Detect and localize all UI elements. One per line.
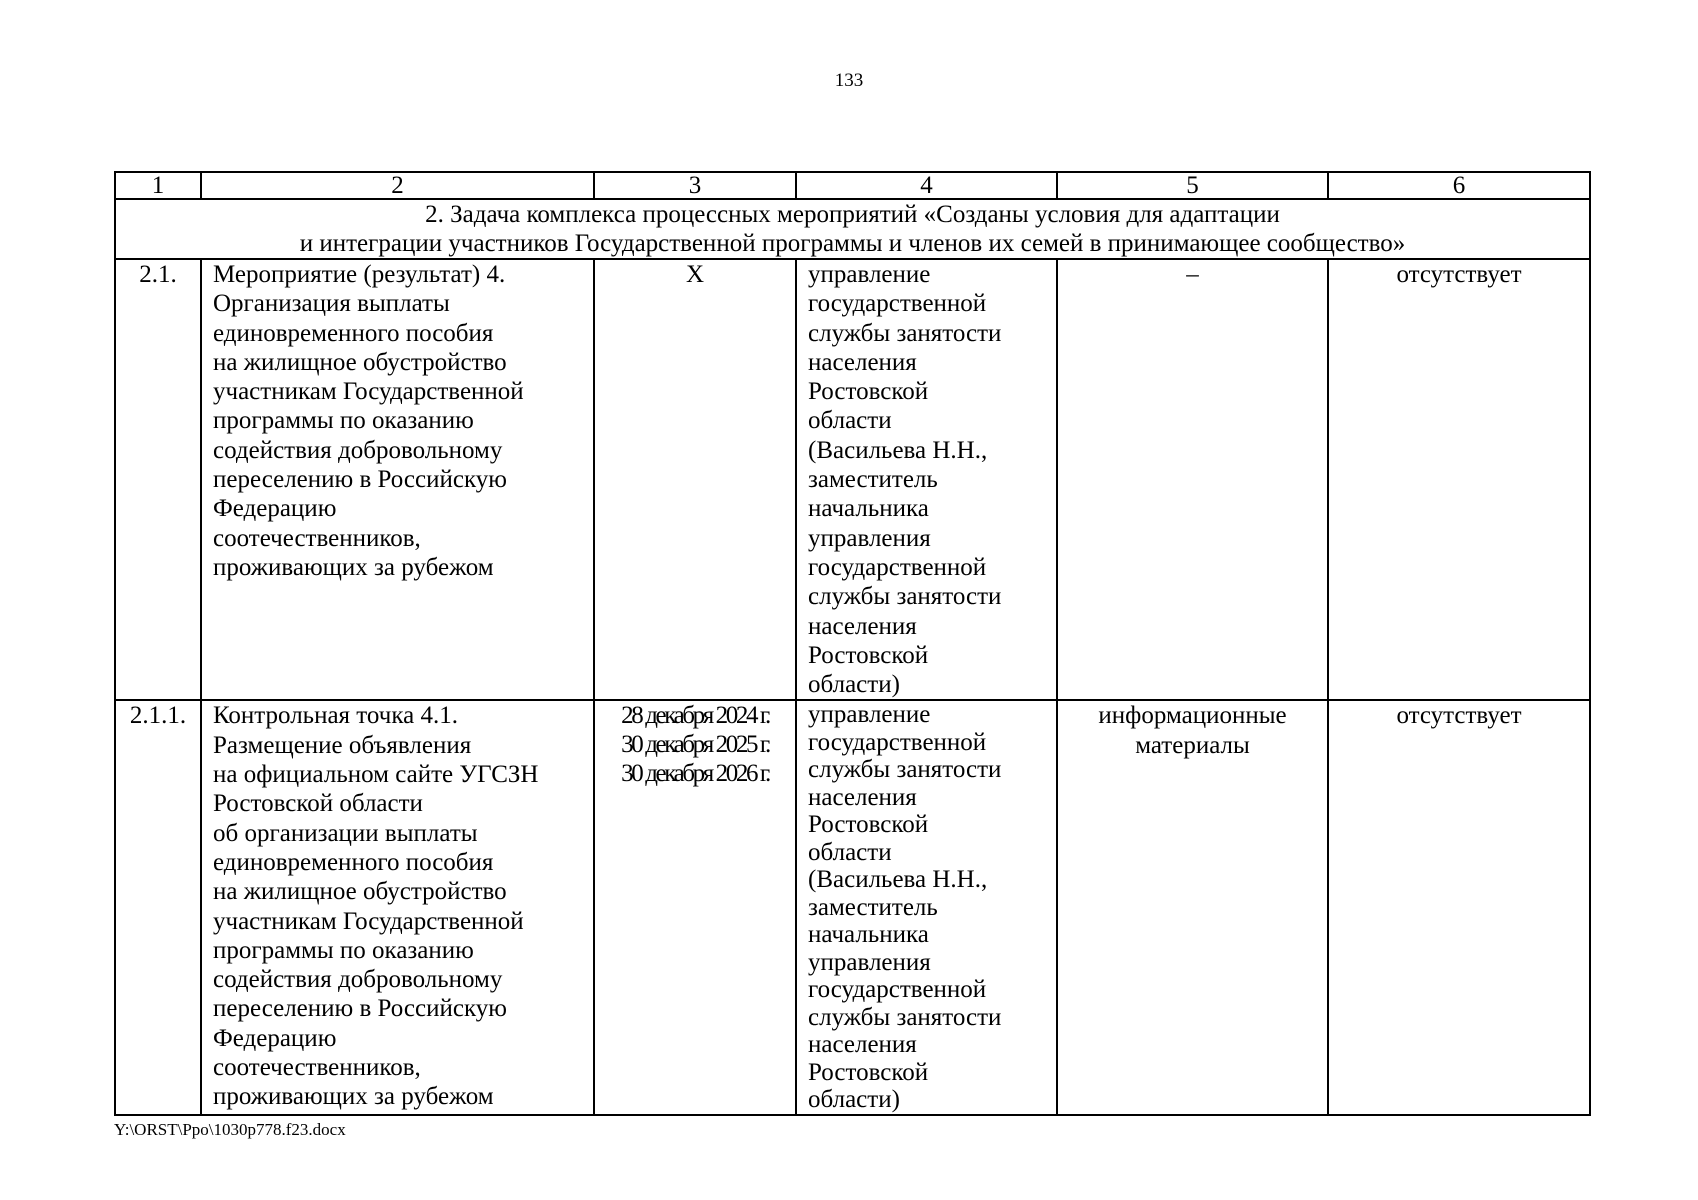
deadline-date: 30 декабря 2026 г. <box>621 760 769 788</box>
column-number: 3 <box>594 172 796 199</box>
deadline <box>594 259 796 700</box>
text-line: службы занятости <box>808 756 1002 784</box>
text-line: начальника <box>808 495 929 523</box>
section-title-line: и интеграции участников Государственной программы и членов их семей в принимающее сообщество» <box>299 230 1406 257</box>
activities-table <box>114 171 1591 1116</box>
text-line: единовременного пособия <box>213 848 494 876</box>
text-line: населения <box>808 612 917 640</box>
deadline-date: 28 декабря 2024 г. <box>621 702 769 730</box>
text-line: заместитель <box>808 466 938 494</box>
text-line: на официальном сайте УГСЗН <box>213 761 539 789</box>
file-path-footer: Y:\ORST\Ppo\1030p778.f23.docx <box>114 1120 346 1139</box>
text-line: Федерацию <box>213 1024 337 1052</box>
section-title-row <box>115 199 1590 259</box>
text-line: государственной <box>808 553 987 581</box>
section-title-line: 2. Задача комплекса процессных мероприятий «Созданы условия для адаптации <box>425 201 1280 228</box>
text-line: на жилищное обустройство <box>213 878 507 906</box>
text-line: Мероприятие (результат) 4. <box>213 261 506 288</box>
text-line: программы по оказанию <box>213 936 474 964</box>
text-line: области) <box>808 1086 900 1114</box>
text-line: Ростовской <box>808 811 929 839</box>
row-number: 2.1. <box>115 259 201 700</box>
text-line: службы занятости <box>808 319 1002 347</box>
column-number: 4 <box>796 172 1057 199</box>
text-line: Контрольная точка 4.1. <box>213 702 458 730</box>
information-system: отсутствует <box>1328 259 1590 700</box>
activity-name <box>201 259 594 700</box>
text-line: участникам Государственной <box>213 378 524 406</box>
column-number-row <box>115 172 1590 199</box>
text-line: начальника <box>808 921 929 949</box>
text-line: области) <box>808 671 900 699</box>
text-line: единовременного пособия <box>213 319 494 347</box>
text-line: соотечественников, <box>213 524 421 552</box>
text-line: об организации выплаты <box>213 819 478 847</box>
column-number: 1 <box>115 172 201 199</box>
text-line: Ростовской <box>808 1058 929 1086</box>
text-line: области <box>808 407 892 435</box>
table-row <box>115 700 1590 1115</box>
text-line: Ростовской области <box>213 790 423 818</box>
text-line: переселению в Российскую <box>213 995 507 1023</box>
text-line: населения <box>808 1031 917 1059</box>
text-line: населения <box>808 783 917 811</box>
table-row <box>115 259 1590 700</box>
text-line: службы занятости <box>808 1003 1002 1031</box>
text-line: соотечественников, <box>213 1054 421 1082</box>
text-line: заместитель <box>808 893 938 921</box>
document <box>1057 259 1328 700</box>
column-number: 5 <box>1057 172 1328 199</box>
text-line: государственной <box>808 976 987 1004</box>
text-line: Ростовской <box>808 378 929 406</box>
text-line: государственной <box>808 290 987 318</box>
text-line: Организация выплаты <box>213 290 450 318</box>
information-system: отсутствует <box>1328 700 1590 1115</box>
responsible <box>796 700 1057 1115</box>
text-line: участникам Государственной <box>213 907 524 935</box>
text-line: Ростовской <box>808 641 929 669</box>
text-line: информационные <box>1098 702 1287 730</box>
text-line: населения <box>808 348 917 376</box>
column-number: 6 <box>1328 172 1590 199</box>
text-line: Размещение объявления <box>213 731 472 759</box>
column-number: 2 <box>201 172 594 199</box>
document <box>1057 700 1328 1115</box>
text-line: (Васильева Н.Н., <box>808 436 988 464</box>
text-line: области <box>808 838 892 866</box>
text-line: государственной <box>808 728 987 756</box>
responsible <box>796 259 1057 700</box>
text-line: управление <box>808 261 931 288</box>
text-line: X <box>685 261 705 288</box>
text-line: содействия добровольному <box>213 966 503 994</box>
text-line: службы занятости <box>808 583 1002 611</box>
text-line: управления <box>808 524 931 552</box>
deadline-date: 30 декабря 2025 г. <box>621 731 769 759</box>
text-line: переселению в Российскую <box>213 466 507 494</box>
text-line: содействия добровольному <box>213 436 503 464</box>
text-line: материалы <box>1135 731 1250 759</box>
text-line: управление <box>808 701 931 729</box>
text-line: (Васильева Н.Н., <box>808 866 988 894</box>
text-line: программы по оказанию <box>213 407 474 435</box>
text-line: Федерацию <box>213 495 337 523</box>
row-number: 2.1.1. <box>115 700 201 1115</box>
deadline <box>594 700 796 1115</box>
text-line: – <box>1186 261 1199 288</box>
text-line: управления <box>808 948 931 976</box>
text-line: на жилищное обустройство <box>213 348 507 376</box>
activity-name <box>201 700 594 1115</box>
page-number: 133 <box>834 70 864 91</box>
text-line: проживающих за рубежом <box>213 553 494 581</box>
text-line: проживающих за рубежом <box>213 1083 494 1111</box>
section-title <box>115 199 1590 259</box>
